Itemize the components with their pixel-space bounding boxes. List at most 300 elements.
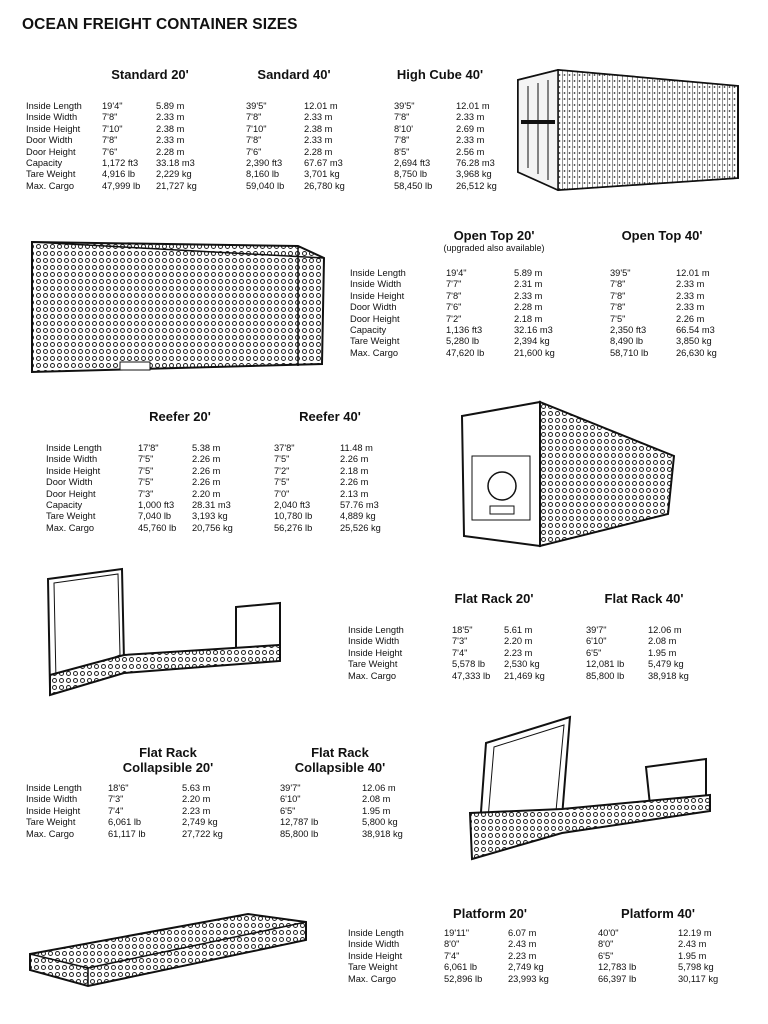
column-header: [587, 228, 737, 243]
table-cell: 2.18 m: [340, 465, 369, 476]
table-cell: 2,350 ft3: [610, 324, 647, 335]
table-cell: 2.28 m: [156, 146, 185, 157]
table-cell: 21,469 kg: [504, 670, 545, 681]
section-open-top: [350, 228, 750, 359]
table-cell: 33.18 m3: [156, 157, 195, 168]
table-row: [26, 169, 492, 180]
section-headers: [350, 228, 750, 268]
table-row: [350, 348, 750, 359]
row-label: Door Width: [46, 477, 93, 488]
table-cell: 7'2": [274, 465, 290, 476]
table-cell: 39'7": [280, 783, 301, 793]
table-row: [348, 659, 748, 670]
table-cell: 67.67 m3: [304, 157, 343, 168]
row-label: Tare Weight: [348, 962, 398, 973]
flat-rack-collapsible-illustration: [466, 713, 716, 863]
table-cell: 8,750 lb: [394, 169, 428, 180]
table-cell: 85,800 lb: [280, 828, 319, 839]
table-cell: 7'7": [446, 279, 462, 290]
table-cell: 2.31 m: [514, 279, 543, 290]
header-label: Flat Rack 20': [454, 591, 534, 606]
row-label: Inside Height: [26, 123, 81, 134]
table-cell: 12.01 m: [456, 101, 490, 111]
row-label: Door Height: [46, 488, 96, 499]
table-cell: 6'5": [586, 647, 602, 658]
table-row: [26, 806, 426, 817]
table-cell: 59,040 lb: [246, 180, 285, 191]
table-cell: 5.61 m: [504, 625, 533, 635]
table-cell: 2.69 m: [456, 123, 485, 134]
column-header: [584, 591, 704, 606]
table-cell: 2,390 ft3: [246, 157, 283, 168]
table-cell: 26,780 kg: [304, 180, 345, 191]
row-label: Door Width: [26, 135, 73, 146]
table-cell: 7'4": [108, 805, 124, 816]
table-row: [26, 135, 485, 146]
table-cell: 2.26 m: [192, 477, 221, 488]
table-cell: 26,512 kg: [456, 180, 497, 191]
table-cell: 21,727 kg: [156, 180, 197, 191]
table-cell: 27,722 kg: [182, 828, 223, 839]
header-label: Open Top 20': [453, 228, 535, 243]
table-cell: 19'11": [444, 928, 470, 938]
row-label: Inside Width: [26, 794, 78, 805]
table-row: [348, 974, 748, 985]
row-label: Inside Length: [350, 268, 406, 278]
column-header: [90, 67, 210, 82]
table-row: [26, 146, 485, 158]
spec-table: [26, 783, 426, 840]
table-cell: 2.13 m: [340, 488, 369, 499]
table-cell: 2.20 m: [182, 794, 211, 805]
table-cell: 12.19 m: [678, 928, 712, 938]
table-cell: 2.33 m: [156, 135, 185, 146]
table-cell: 2.43 m: [508, 939, 537, 950]
row-label: Inside Height: [350, 290, 405, 301]
table-cell: 5,798 kg: [678, 962, 714, 973]
row-label: Max. Cargo: [348, 670, 397, 681]
table-row: [26, 794, 426, 805]
row-label: Tare Weight: [350, 336, 400, 347]
table-cell: 52,896 lb: [444, 973, 483, 984]
table-cell: 2,694 ft3: [394, 157, 431, 168]
table-cell: 2.18 m: [514, 313, 543, 324]
row-label: Capacity: [46, 499, 83, 510]
table-cell: 7'3": [108, 794, 124, 805]
table-cell: 39'5": [610, 268, 631, 278]
table-cell: 26,630 kg: [676, 347, 717, 358]
table-cell: 3,193 kg: [192, 511, 228, 522]
table-cell: 1,000 ft3: [138, 499, 175, 510]
table-cell: 19'4": [102, 101, 123, 111]
page-title: OCEAN FREIGHT CONTAINER SIZES: [22, 16, 298, 33]
open-top-container-illustration: [28, 236, 328, 376]
table-cell: 7,040 lb: [138, 511, 172, 522]
table-cell: 2.33 m: [456, 112, 485, 123]
table-cell: 3,850 kg: [676, 336, 712, 347]
table-cell: 58,450 lb: [394, 180, 433, 191]
table-row: [26, 123, 485, 135]
section-headers: [348, 591, 748, 625]
table-cell: 7'6": [246, 146, 262, 157]
table-cell: 2.28 m: [304, 146, 333, 157]
table-cell: 2,394 kg: [514, 336, 550, 347]
table-row: [46, 500, 406, 511]
table-cell: 7'10": [102, 123, 123, 134]
table-row: [46, 466, 406, 477]
table-cell: 39'5": [394, 101, 415, 111]
table-cell: 7'8": [246, 135, 262, 146]
table-cell: 7'8": [610, 302, 626, 313]
table-cell: 3,701 kg: [304, 169, 340, 180]
table-cell: 5,800 kg: [362, 817, 398, 828]
table-row: [350, 279, 750, 290]
table-cell: 85,800 lb: [586, 670, 625, 681]
table-cell: 2.33 m: [676, 290, 705, 301]
row-label: Max. Cargo: [26, 828, 75, 839]
table-row: [26, 112, 485, 123]
table-cell: 57.76 m3: [340, 499, 379, 510]
table-cell: 6,061 lb: [444, 962, 478, 973]
table-cell: 38,918 kg: [362, 828, 403, 839]
row-label: Door Width: [350, 302, 397, 313]
table-cell: 2.38 m: [304, 123, 333, 134]
table-cell: 7'8": [610, 290, 626, 301]
table-cell: 37'8": [274, 443, 295, 453]
column-header: [434, 591, 554, 606]
row-label: Tare Weight: [46, 511, 96, 522]
table-row: [46, 489, 406, 500]
table-cell: 7'5": [274, 454, 290, 465]
column-header: [98, 745, 238, 775]
header-label: Reefer 40': [299, 409, 361, 424]
table-row: [26, 783, 426, 794]
row-label: Inside Height: [26, 805, 81, 816]
table-cell: 2.33 m: [676, 279, 705, 290]
header-label: Standard 20': [111, 67, 189, 82]
column-header: [419, 228, 569, 254]
table-cell: 2.26 m: [192, 454, 221, 465]
row-label: Tare Weight: [348, 659, 398, 670]
table-row: [46, 477, 406, 488]
table-cell: 12.01 m: [304, 101, 338, 111]
table-cell: 7'5": [138, 454, 154, 465]
row-label: Max. Cargo: [46, 522, 95, 533]
table-cell: 12,081 lb: [586, 659, 625, 670]
table-cell: 2,229 kg: [156, 169, 192, 180]
row-label: Tare Weight: [26, 817, 76, 828]
column-header: [270, 409, 390, 424]
table-cell: 7'0": [274, 488, 290, 499]
table-row: [348, 625, 748, 636]
table-row: [46, 443, 406, 454]
table-cell: 21,600 kg: [514, 347, 555, 358]
table-cell: 18'5": [452, 625, 473, 635]
row-label: Inside Width: [348, 939, 400, 950]
table-cell: 47,333 lb: [452, 670, 491, 681]
table-cell: 7'8": [610, 279, 626, 290]
table-cell: 47,999 lb: [102, 180, 141, 191]
table-cell: 2.43 m: [678, 939, 707, 950]
spec-table: [46, 443, 406, 534]
table-cell: 17'8": [138, 443, 159, 453]
table-row: [350, 268, 750, 279]
table-cell: 5,578 lb: [452, 659, 486, 670]
column-header: [234, 67, 354, 82]
table-row: [26, 157, 495, 169]
table-row: [348, 648, 748, 659]
table-cell: 2.20 m: [192, 488, 221, 499]
table-cell: 18'6": [108, 783, 129, 793]
table-cell: 6.07 m: [508, 928, 537, 938]
table-row: [348, 939, 748, 950]
table-cell: 7'8": [102, 112, 118, 123]
column-header: [120, 409, 240, 424]
row-label: Inside Width: [26, 112, 78, 123]
table-cell: 1,172 ft3: [102, 157, 139, 168]
column-header: [430, 906, 550, 921]
table-cell: 2.33 m: [156, 112, 185, 123]
table-cell: 7'10": [246, 123, 267, 134]
table-row: [348, 928, 748, 939]
table-cell: 2.08 m: [648, 636, 677, 647]
column-header: [380, 67, 500, 82]
row-label: Inside Height: [348, 950, 403, 961]
header-label: Platform 40': [621, 906, 695, 921]
table-cell: 25,526 kg: [340, 522, 381, 533]
section-headers: [26, 745, 426, 783]
row-label: Tare Weight: [26, 169, 76, 180]
table-row: [350, 336, 750, 347]
table-row: [26, 829, 426, 840]
table-cell: 1.95 m: [362, 805, 391, 816]
table-cell: 2.56 m: [456, 146, 485, 157]
row-label: Inside Length: [348, 928, 404, 938]
spec-table: [26, 101, 497, 192]
row-label: Max. Cargo: [350, 347, 399, 358]
row-label: Inside Length: [26, 101, 82, 111]
table-cell: 5,280 lb: [446, 336, 480, 347]
row-label: Inside Width: [348, 636, 400, 647]
table-cell: 8'10': [394, 123, 414, 134]
table-cell: 5.63 m: [182, 783, 211, 793]
table-cell: 7'8": [446, 290, 462, 301]
table-cell: 2.28 m: [514, 302, 543, 313]
table-cell: 4,889 kg: [340, 511, 376, 522]
table-cell: 7'8": [102, 135, 118, 146]
table-cell: 66.54 m3: [676, 324, 715, 335]
table-cell: 1.95 m: [678, 950, 707, 961]
table-cell: 7'5": [138, 477, 154, 488]
header-label: Flat Rack: [311, 745, 369, 760]
table-cell: 2.23 m: [508, 950, 537, 961]
table-cell: 5,479 kg: [648, 659, 684, 670]
platform-container-illustration: [26, 908, 310, 992]
section-flat-rack-collapsible: [26, 745, 426, 840]
table-cell: 2.08 m: [362, 794, 391, 805]
table-cell: 20,756 kg: [192, 522, 233, 533]
section-platform: [348, 906, 748, 985]
table-cell: 2.33 m: [304, 135, 333, 146]
table-cell: 2,749 kg: [182, 817, 218, 828]
table-cell: 19'4": [446, 268, 467, 278]
table-cell: 76.28 m3: [456, 157, 495, 168]
table-cell: 8'0": [444, 939, 460, 950]
table-cell: 8'0": [598, 939, 614, 950]
table-cell: 2.20 m: [504, 636, 533, 647]
table-cell: 2.33 m: [676, 302, 705, 313]
column-header: [270, 745, 410, 775]
table-cell: 39'5": [246, 101, 267, 111]
table-cell: 4,916 lb: [102, 169, 136, 180]
row-label: Door Height: [26, 146, 76, 157]
table-cell: 8,490 lb: [610, 336, 644, 347]
table-cell: 1.95 m: [648, 647, 677, 658]
table-cell: 2.33 m: [304, 112, 333, 123]
table-cell: 2.26 m: [192, 465, 221, 476]
section-headers: [46, 409, 406, 443]
header-label: Reefer 20': [149, 409, 211, 424]
table-cell: 2,040 ft3: [274, 499, 311, 510]
table-cell: 39'7": [586, 625, 607, 635]
header-label: Platform 20': [453, 906, 527, 921]
table-row: [46, 511, 406, 522]
table-row: [350, 325, 750, 336]
header-label: Sandard 40': [257, 67, 331, 82]
row-label: Inside Height: [46, 465, 101, 476]
table-row: [348, 671, 748, 682]
table-cell: 2.33 m: [514, 290, 543, 301]
table-row: [350, 291, 750, 302]
table-cell: 7'3": [452, 636, 468, 647]
table-cell: 56,276 lb: [274, 522, 313, 533]
table-row: [46, 454, 406, 465]
table-cell: 10,780 lb: [274, 511, 313, 522]
row-label: Max. Cargo: [348, 973, 397, 984]
table-cell: 12,783 lb: [598, 962, 637, 973]
table-cell: 38,918 kg: [648, 670, 689, 681]
table-cell: 8'5": [394, 146, 410, 157]
section-standard-highcube: [26, 67, 497, 192]
table-cell: 61,117 lb: [108, 828, 146, 839]
header-label: High Cube 40': [396, 67, 484, 82]
table-cell: 58,710 lb: [610, 347, 649, 358]
row-label: Inside Height: [348, 647, 403, 658]
table-cell: 7'2": [446, 313, 462, 324]
header-note: (upgraded also available): [443, 243, 545, 253]
section-reefer: [46, 409, 406, 534]
table-row: [348, 636, 748, 647]
row-label: Inside Width: [350, 279, 402, 290]
table-cell: 28.31 m3: [192, 499, 231, 510]
table-cell: 32.16 m3: [514, 324, 553, 335]
spec-table: [348, 928, 748, 985]
table-cell: 2.23 m: [182, 805, 211, 816]
table-cell: 6'5": [280, 805, 296, 816]
row-label: Inside Width: [46, 454, 98, 465]
table-cell: 12,787 lb: [280, 817, 319, 828]
table-cell: 2.38 m: [156, 123, 185, 134]
row-label: Door Height: [350, 313, 400, 324]
table-cell: 3,968 kg: [456, 169, 492, 180]
table-row: [350, 314, 750, 325]
table-cell: 2.26 m: [340, 477, 369, 488]
column-header: [598, 906, 718, 921]
table-row: [26, 180, 497, 192]
flat-rack-illustration: [44, 565, 284, 700]
table-row: [46, 523, 406, 534]
header-label: Open Top 40': [621, 228, 703, 243]
table-cell: 6'10": [586, 636, 607, 647]
table-cell: 2,749 kg: [508, 962, 544, 973]
table-cell: 6'5": [598, 950, 614, 961]
table-cell: 45,760 lb: [138, 522, 177, 533]
table-cell: 7'5": [274, 477, 290, 488]
table-cell: 6'10": [280, 794, 301, 805]
table-cell: 2.33 m: [456, 135, 485, 146]
table-cell: 40'0": [598, 928, 619, 938]
table-cell: 8,160 lb: [246, 169, 280, 180]
row-label: Capacity: [26, 157, 63, 168]
section-headers: [348, 906, 748, 928]
table-row: [348, 962, 748, 973]
table-row: [348, 951, 748, 962]
table-cell: 7'4": [452, 647, 468, 658]
table-cell: 2.23 m: [504, 647, 533, 658]
high-cube-container-illustration: [512, 66, 742, 196]
section-headers: [26, 67, 484, 101]
table-cell: 12.06 m: [648, 625, 682, 635]
row-label: Max. Cargo: [26, 180, 75, 191]
table-cell: 2.26 m: [340, 454, 369, 465]
table-cell: 5.89 m: [156, 101, 185, 111]
table-cell: 6,061 lb: [108, 817, 142, 828]
table-cell: 7'4": [444, 950, 460, 961]
header-label: Collapsible 40': [294, 760, 386, 775]
spec-table: [350, 268, 750, 359]
table-row: [26, 817, 426, 828]
table-cell: 30,117 kg: [678, 973, 719, 984]
header-label: Collapsible 20': [122, 760, 214, 775]
table-cell: 7'8": [394, 135, 410, 146]
table-cell: 11.48 m: [340, 443, 373, 453]
header-label: Flat Rack: [139, 745, 197, 760]
section-flat-rack: [348, 591, 748, 682]
table-cell: 23,993 kg: [508, 973, 549, 984]
table-cell: 7'5": [610, 313, 626, 324]
table-cell: 7'6": [446, 302, 462, 313]
table-cell: 5.89 m: [514, 268, 543, 278]
row-label: Inside Length: [46, 443, 102, 453]
row-label: Capacity: [350, 324, 387, 335]
header-label: Flat Rack 40': [604, 591, 684, 606]
table-cell: 12.01 m: [676, 268, 710, 278]
table-cell: 47,620 lb: [446, 347, 485, 358]
table-cell: 2.26 m: [676, 313, 705, 324]
table-row: [350, 302, 750, 313]
table-cell: 7'3": [138, 488, 154, 499]
table-cell: 66,397 lb: [598, 973, 637, 984]
table-cell: 7'6": [102, 146, 118, 157]
reefer-container-illustration: [456, 396, 696, 556]
table-row: [26, 101, 490, 112]
table-cell: 12.06 m: [362, 783, 396, 793]
table-cell: 7'8": [246, 112, 262, 123]
table-cell: 7'5": [138, 465, 154, 476]
row-label: Inside Length: [348, 625, 404, 635]
row-label: Inside Length: [26, 783, 82, 793]
table-cell: 5.38 m: [192, 443, 221, 453]
